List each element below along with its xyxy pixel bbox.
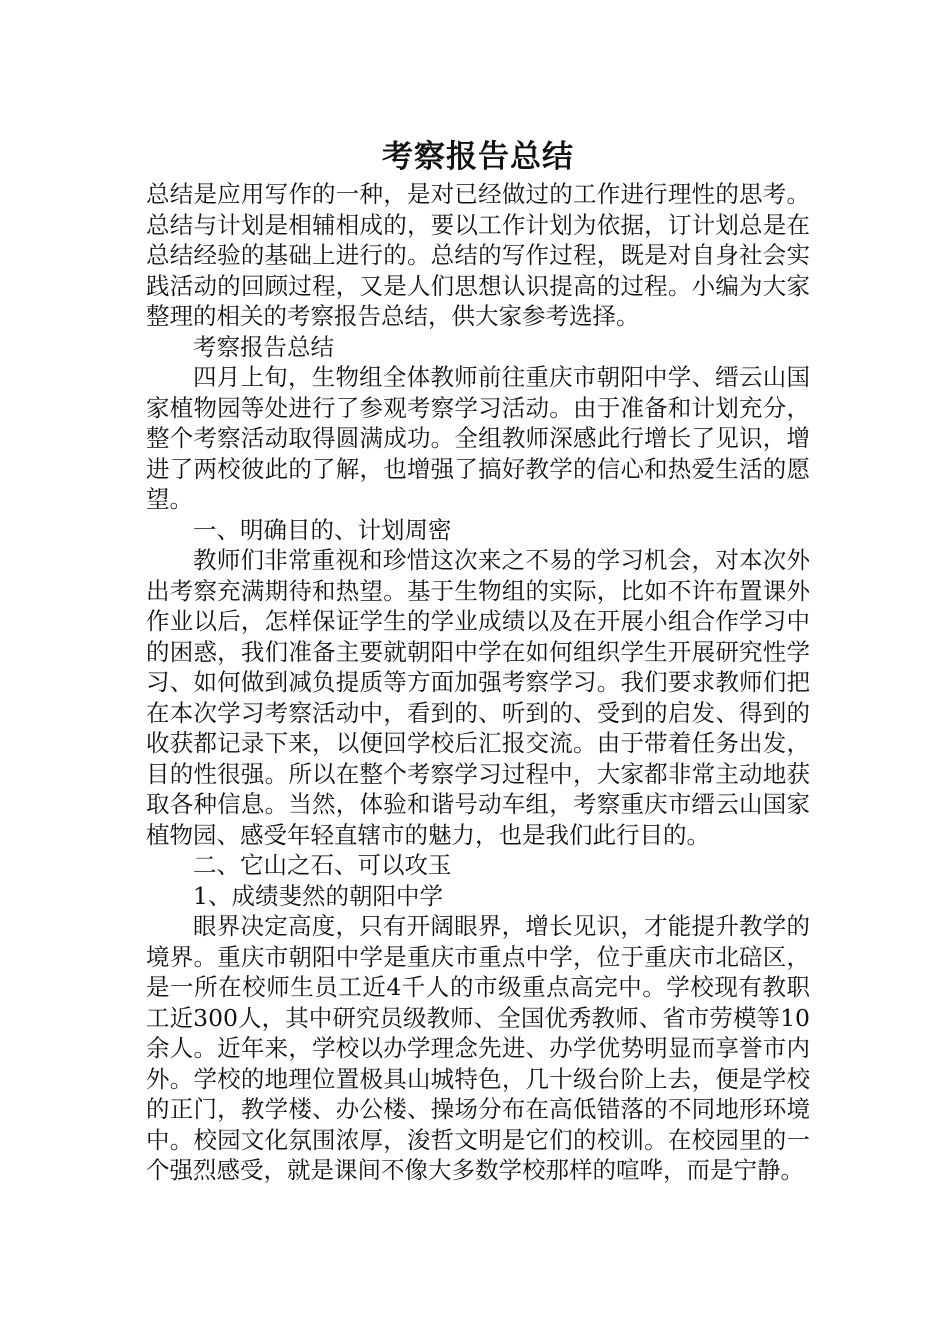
- document-page: [146, 135, 810, 1186]
- section-heading: 一、明确目的、计划周密: [193, 515, 452, 544]
- subsection-heading: 1、成绩斐然的朝阳中学: [193, 881, 443, 910]
- section-heading: 二、它山之石、可以攻玉: [193, 851, 452, 879]
- body-paragraph: 教师们非常重视和珍惜这次来之不易的学习机会，对本次外出考察充满期待和热望。基于生物组的实际，比如不许布置课外作业以后，怎样保证学生的学业成绩以及在开展小组合作学习中的困惑，我们准备主要就朝阳中学在如何组织学生开展研究性学习、如何做到减负提质等方面加强考察学习。我们要求教师们把在本次学习考察活动中，看到的、听到的、受到的启发、得到的收获都记录下来，以便回学校后汇报交流。由于带着任务出发，目的性很强。所以在整个考察学习过程中，大家都非常主动地获取各种信息。当然，体验和谐号动车组，考察重庆市缙云山国家植物园、感受年轻直辖市的魅力，也是我们此行目的。: [146, 546, 810, 849]
- body-paragraph: 四月上旬，生物组全体教师前往重庆市朝阳中学、缙云山国家植物园等处进行了参观考察学习活动。由于准备和计划充分，整个考察活动取得圆满成功。全组教师深感此行增长了见识，增进了两校彼此的了解，也增强了搞好教学的信心和热爱生活的愿望。: [146, 363, 810, 513]
- document-title: 考察报告总结: [382, 139, 574, 175]
- body-paragraph: 眼界决定高度，只有开阔眼界，增长见识，才能提升教学的境界。重庆市朝阳中学是重庆市重点中学，位于重庆市北碚区，是一所在校师生员工近4千人的市级重点高完中。学校现有教职工近300人，其中研究员级教师、全国优秀教师、省市劳模等10余人。近年来，学校以办学理念先进、办学优势明显而享誉市内外。学校的地理位置极具山城特色，几十级台阶上去，便是学校的正门，教学楼、办公楼、操场分布在高低错落的不同地形环境中。校园文化氛围浓厚，浚哲文明是它们的校训。在校园里的一个强烈感受，就是课间不像大多数学校那样的喧哗，而是宁静。: [146, 912, 810, 1184]
- intro-paragraph: 总结是应用写作的一种，是对已经做过的工作进行理性的思考。总结与计划是相辅相成的，要以工作计划为依据，订计划总是在总结经验的基础上进行的。总结的写作过程，既是对自身社会实践活动的回顾过程，又是人们思想认识提高的过程。小编为大家整理的相关的考察报告总结，供大家参考选择。: [146, 180, 810, 330]
- section-heading: 考察报告总结: [193, 332, 334, 361]
